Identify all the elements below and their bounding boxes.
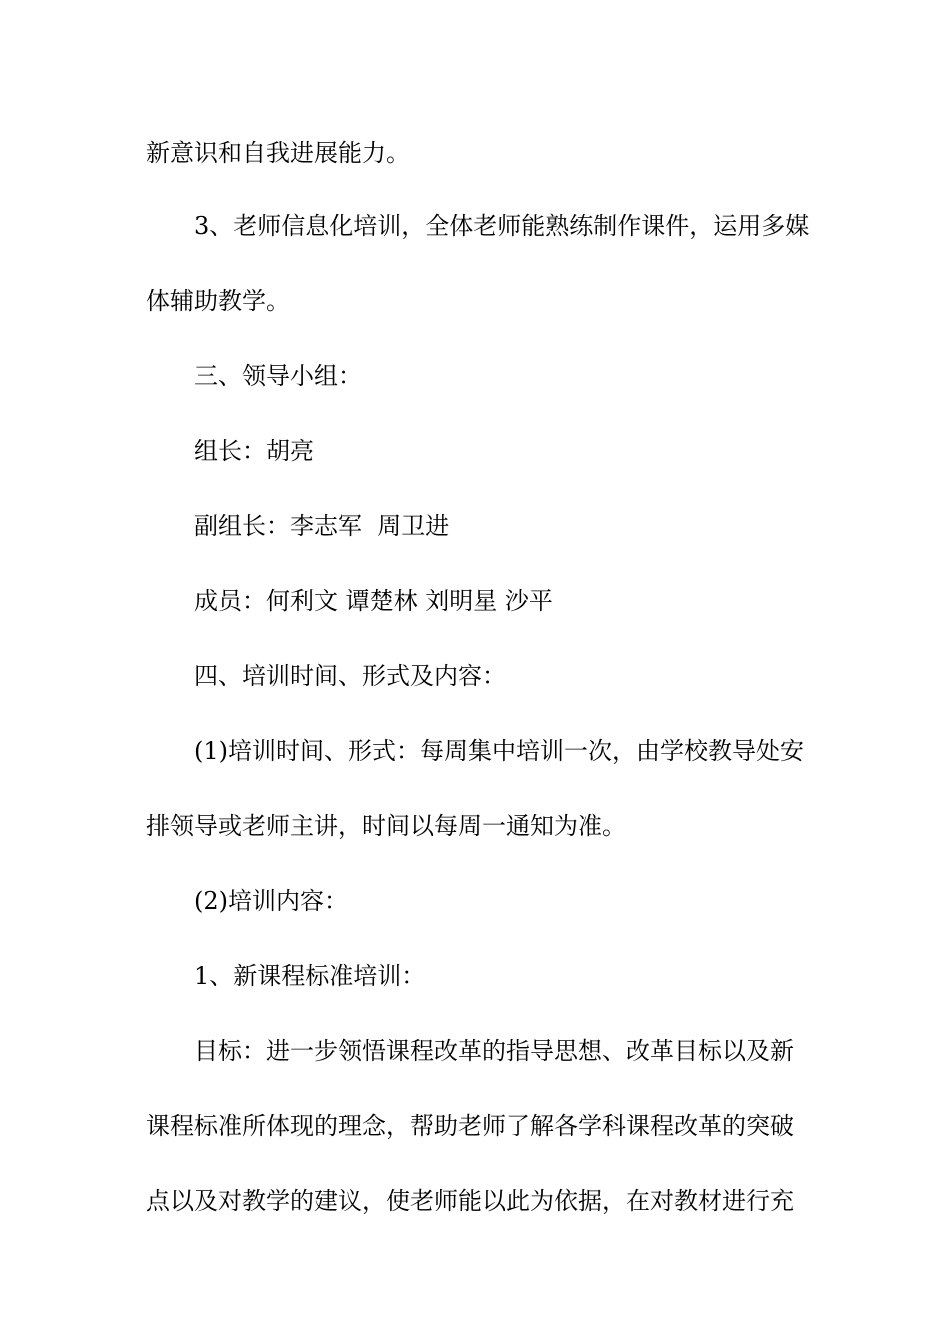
paragraph-line: (2)培训内容： bbox=[194, 887, 348, 915]
section-heading: 三、领导小组： bbox=[194, 362, 362, 390]
paragraph-line: 成员：何利文 谭楚林 刘明星 沙平 bbox=[194, 587, 553, 615]
paragraph-line: 3、老师信息化培训，全体老师能熟练制作课件，运用多媒 bbox=[194, 212, 810, 240]
paragraph-line: 课程标准所体现的理念，帮助老师了解各学科课程改革的突破 bbox=[146, 1112, 794, 1140]
paragraph-line: 体辅助教学。 bbox=[146, 287, 290, 315]
paragraph-line: 目标：进一步领悟课程改革的指导思想、改革目标以及新 bbox=[194, 1037, 794, 1065]
paragraph-line: 新意识和自我进展能力。 bbox=[146, 139, 410, 167]
paragraph-line: 副组长：李志军 周卫进 bbox=[194, 512, 450, 540]
paragraph-line: (1)培训时间、形式：每周集中培训一次，由学校教导处安 bbox=[194, 737, 804, 765]
section-heading: 四、培训时间、形式及内容： bbox=[194, 662, 506, 690]
paragraph-line: 组长：胡亮 bbox=[194, 437, 314, 465]
paragraph-line: 1、新课程标准培训： bbox=[194, 962, 426, 990]
paragraph-line: 点以及对教学的建议，使老师能以此为依据，在对教材进行充 bbox=[146, 1187, 794, 1215]
paragraph-line: 排领导或老师主讲，时间以每周一通知为准。 bbox=[146, 812, 626, 840]
